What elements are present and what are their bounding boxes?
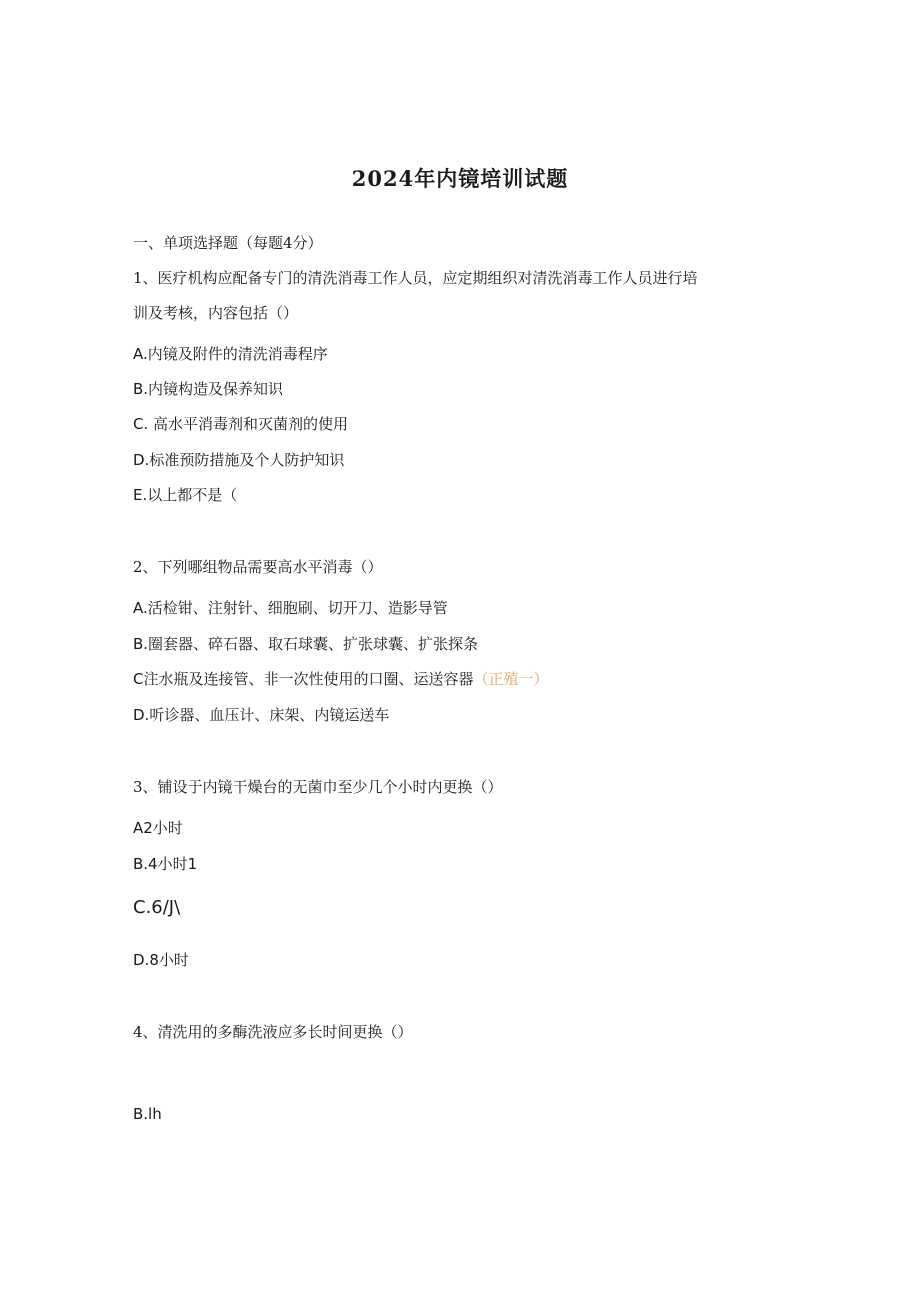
- question-2-answer-mark: （正殖一）: [473, 670, 549, 688]
- question-2-option-c: C注水瓶及连接管、非一次性使用的口圈、运送容器: [133, 670, 474, 688]
- question-1-option-e: E.以上都不是（: [133, 486, 238, 504]
- question-2-stem: 2、下列哪组物品需要高水平消毒（）: [133, 558, 383, 576]
- question-2-option-b: B.圈套器、碎石器、取石球囊、扩张球囊、扩张探条: [133, 635, 479, 653]
- question-1-stem-line2: 训及考核，内容包括（）: [133, 304, 299, 322]
- question-1-option-d: D.标准预防措施及个人防护知识: [133, 451, 345, 469]
- question-3-option-a: A2小时: [133, 819, 183, 837]
- page-title: 2024年内镜培训试题: [351, 166, 569, 191]
- question-2-option-d: D.听诊器、血压计、床架、内镜运送车: [133, 706, 390, 724]
- question-3-option-d: D.8小时: [133, 951, 189, 969]
- question-1-option-b: B.内镜构造及保养知识: [133, 380, 284, 398]
- question-1-option-c: C. 高水平消毒剂和灭菌剂的使用: [133, 415, 349, 433]
- question-4-option-b: B.lh: [133, 1105, 162, 1123]
- question-1-option-a: A.内镜及附件的清洗消毒程序: [133, 345, 328, 363]
- question-3-stem: 3、铺设于内镜干燥台的无菌巾至少几个小时内更换（）: [133, 778, 503, 796]
- question-3-option-c: C.6∕J\: [133, 897, 181, 918]
- question-2-option-c-row: [133, 669, 549, 689]
- question-4-stem: 4、清洗用的多酶洗液应多长时间更换（）: [133, 1023, 413, 1041]
- section-heading: 一、单项选择题（每题4分）: [133, 234, 323, 252]
- question-3-option-b: B.4小时1: [133, 855, 198, 873]
- question-1-stem-line1: 1、医疗机构应配备专门的清洗消毒工作人员，应定期组织对清洗消毒工作人员进行培: [133, 269, 698, 287]
- question-2-option-a: A.活检钳、注射针、细胞刷、切开刀、造影导管: [133, 599, 448, 617]
